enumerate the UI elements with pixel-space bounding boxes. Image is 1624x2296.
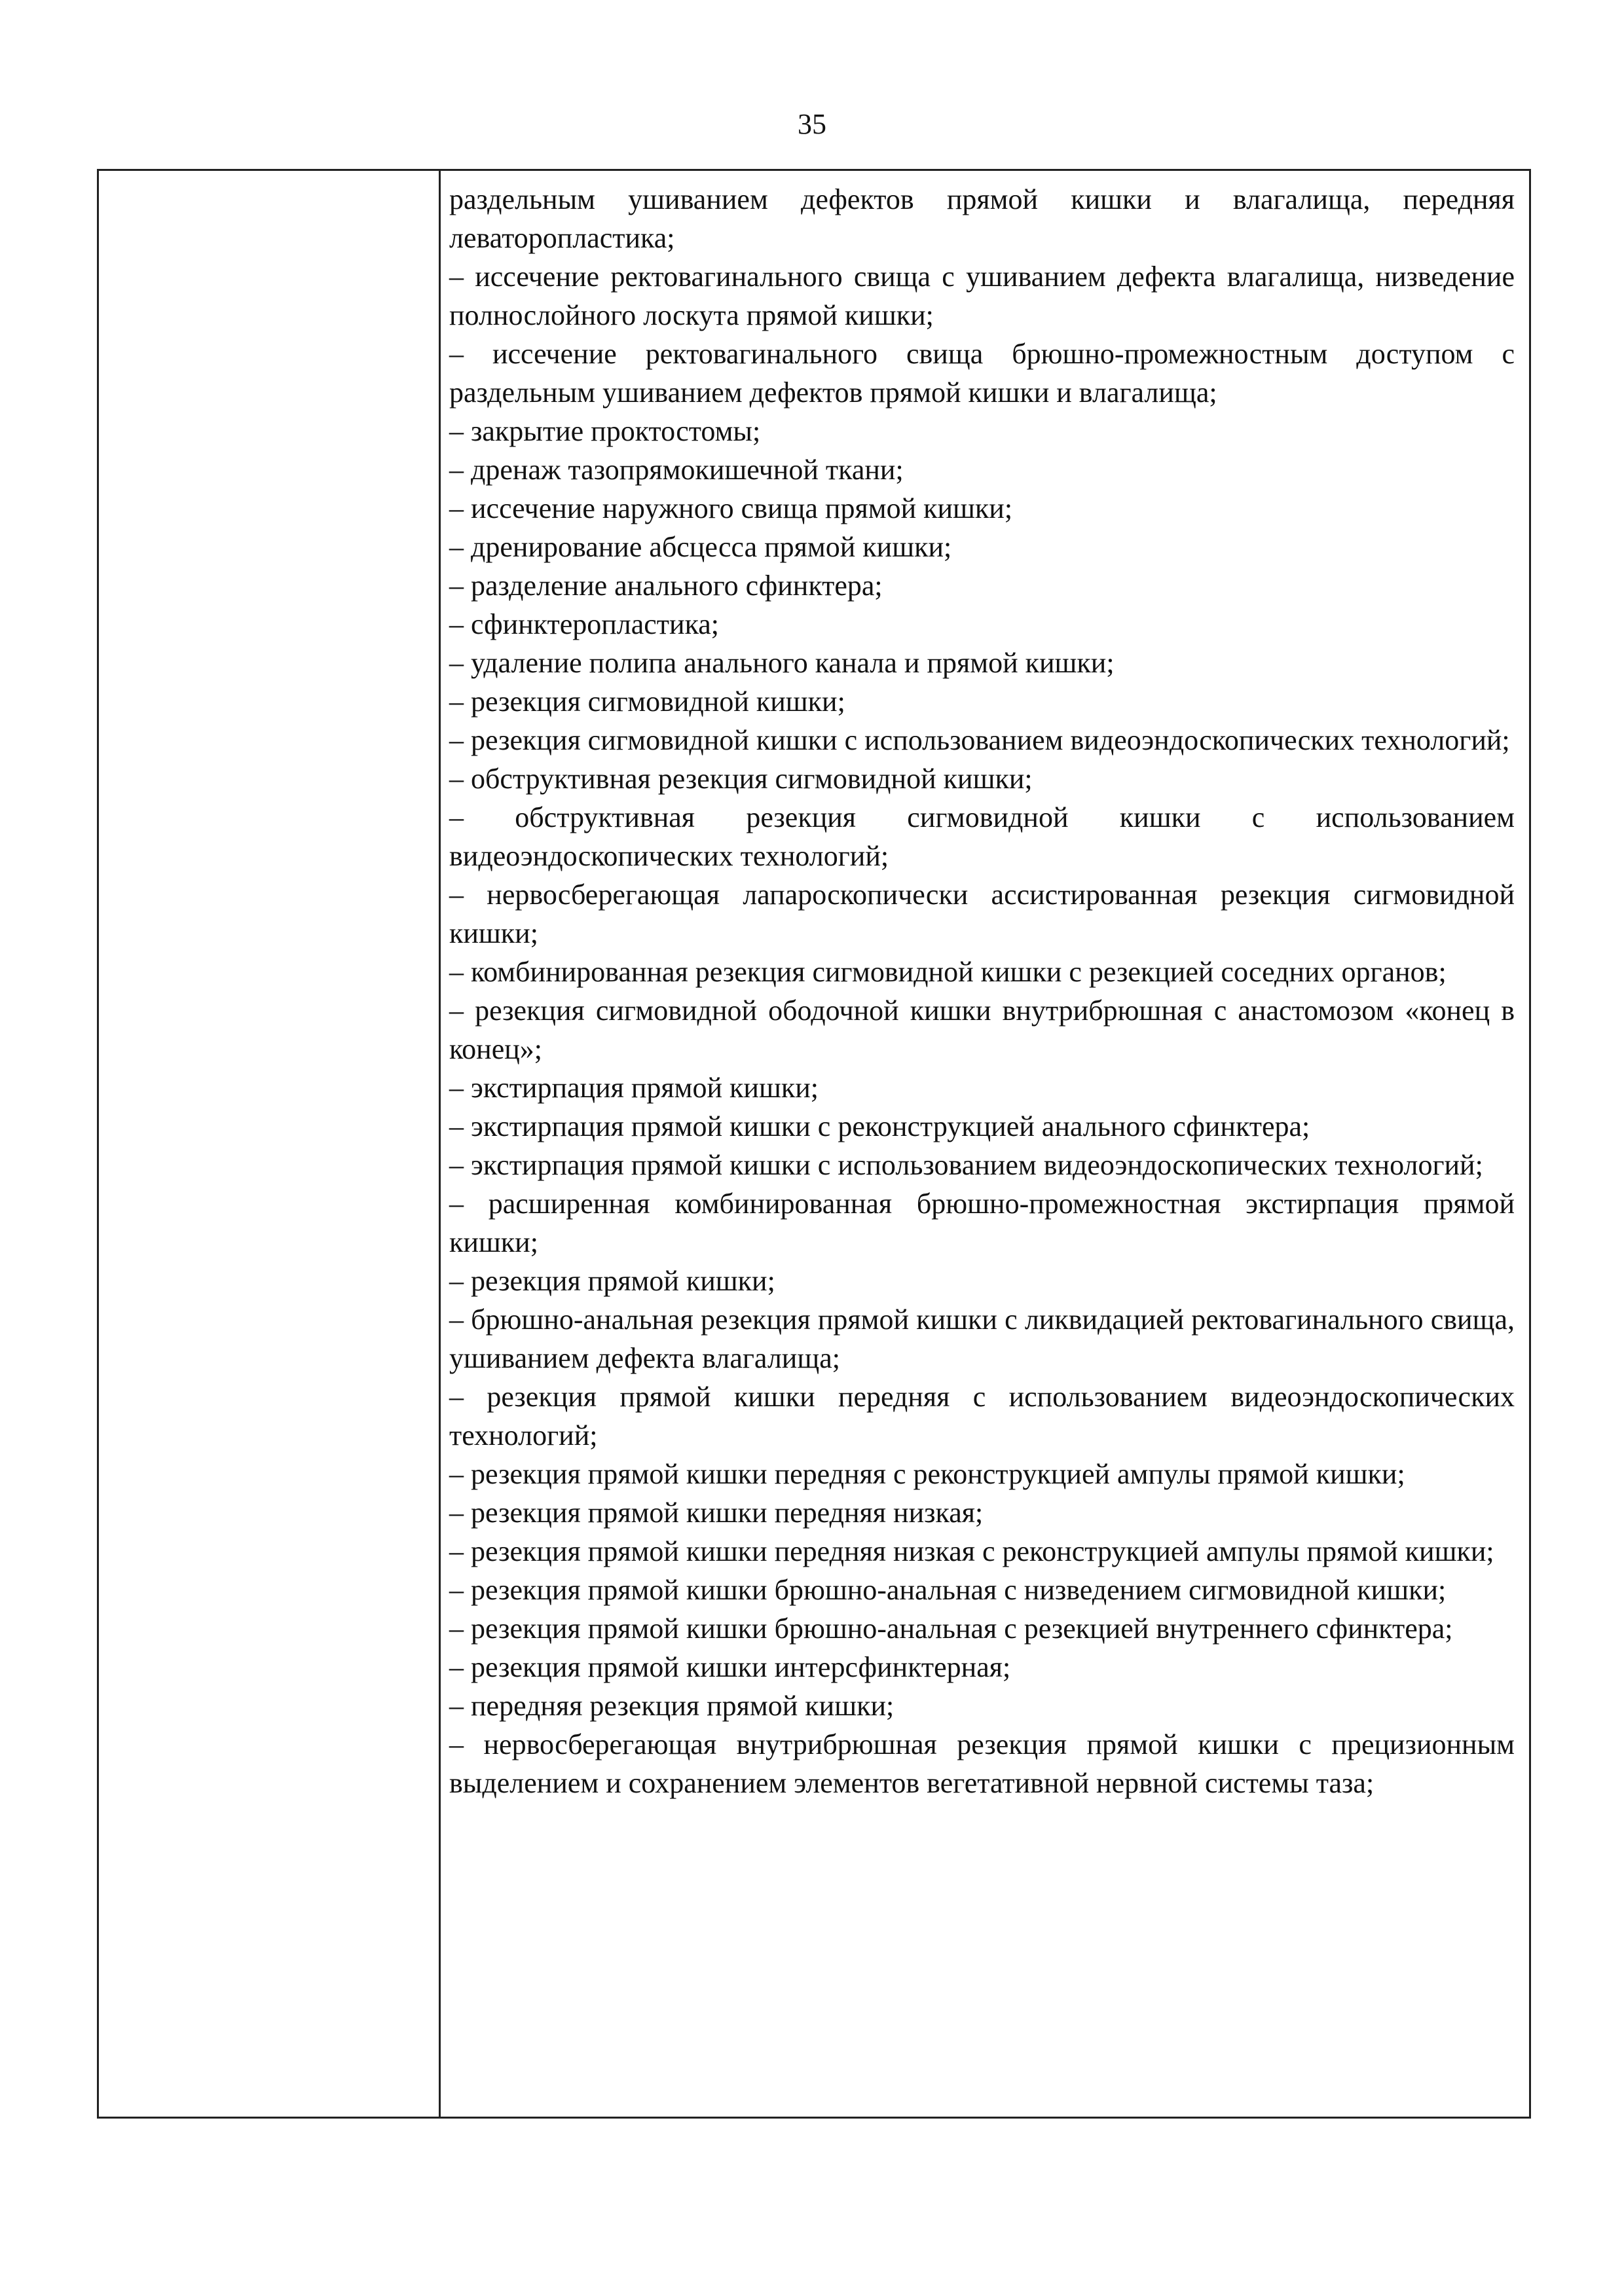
list-item: – резекция прямой кишки передняя с реконструкцией ампулы прямой кишки; [449,1458,1405,1490]
list-item: – резекция прямой кишки передняя с использованием видеоэндоскопических технологий; [449,1381,1515,1451]
list-item: – резекция сигмовидной ободочной кишки внутрибрюшная с анастомозом «конец в конец»; [449,994,1515,1065]
procedures-table [97,169,1531,2119]
list-item: – дренирование абсцесса прямой кишки; [449,531,952,563]
list-item: – расширенная комбинированная брюшно-промежностная экстирпация прямой кишки; [449,1188,1515,1258]
list-item: – резекция прямой кишки передняя низкая с реконструкцией ампулы прямой кишки; [449,1535,1494,1567]
list-item: – иссечение ректовагинального свища брюшно-промежностным доступом с раздельным ушиванием дефектов прямой кишки и влагалища; [449,338,1515,409]
list-item: – дренаж тазопрямокишечной ткани; [449,454,904,486]
list-item: – нервосберегающая внутрибрюшная резекция прямой кишки с прецизионным выделением и сохранением элементов вегетативной нервной системы таза; [449,1728,1515,1799]
list-item: – закрытие проктостомы; [449,415,761,447]
list-item: – обструктивная резекция сигмовидной кишки; [449,763,1033,795]
list-item: – резекция сигмовидной кишки; [449,685,845,718]
list-item: – резекция прямой кишки брюшно-анальная с резекцией внутреннего сфинктера; [449,1613,1453,1645]
list-item: – сфинктеропластика; [449,608,720,640]
list-item: – экстирпация прямой кишки с реконструкцией анального сфинктера; [449,1110,1310,1142]
list-item: – резекция прямой кишки брюшно-анальная с низведением сигмовидной кишки; [449,1574,1447,1606]
list-item: – резекция прямой кишки передняя низкая; [449,1497,984,1529]
list-item: – комбинированная резекция сигмовидной кишки с резекцией соседних органов; [449,956,1447,988]
list-item: – удаление полипа анального канала и прямой кишки; [449,647,1115,679]
list-item: – обструктивная резекция сигмовидной кишки с использованием видеоэндоскопических технологий; [449,801,1515,872]
list-item: – резекция прямой кишки; [449,1265,775,1297]
list-item: – экстирпация прямой кишки с использованием видеоэндоскопических технологий; [449,1149,1483,1181]
list-item: – передняя резекция прямой кишки; [449,1690,895,1722]
table-left-cell [99,171,441,2117]
list-item: раздельным ушиванием дефектов прямой кишки и влагалища, передняя леваторопластика; [449,183,1515,254]
list-item: – экстирпация прямой кишки; [449,1072,819,1104]
list-item: – резекция прямой кишки интерсфинктерная; [449,1651,1011,1683]
page-number: 35 [798,108,826,140]
list-item: – иссечение наружного свища прямой кишки; [449,492,1013,524]
list-item: – иссечение ректовагинального свища с ушиванием дефекта влагалища, низведение полнослойного лоскута прямой кишки; [449,261,1515,331]
list-item: – нервосберегающая лапароскопически ассистированная резекция сигмовидной кишки; [449,879,1515,949]
list-item: – разделение анального сфинктера; [449,570,883,602]
list-item: – резекция сигмовидной кишки с использованием видеоэндоскопических технологий; [449,724,1510,756]
list-item: – брюшно-анальная резекция прямой кишки с ликвидацией ректовагинального свища, ушиванием дефекта влагалища; [449,1303,1515,1374]
table-right-cell [443,171,1529,2117]
